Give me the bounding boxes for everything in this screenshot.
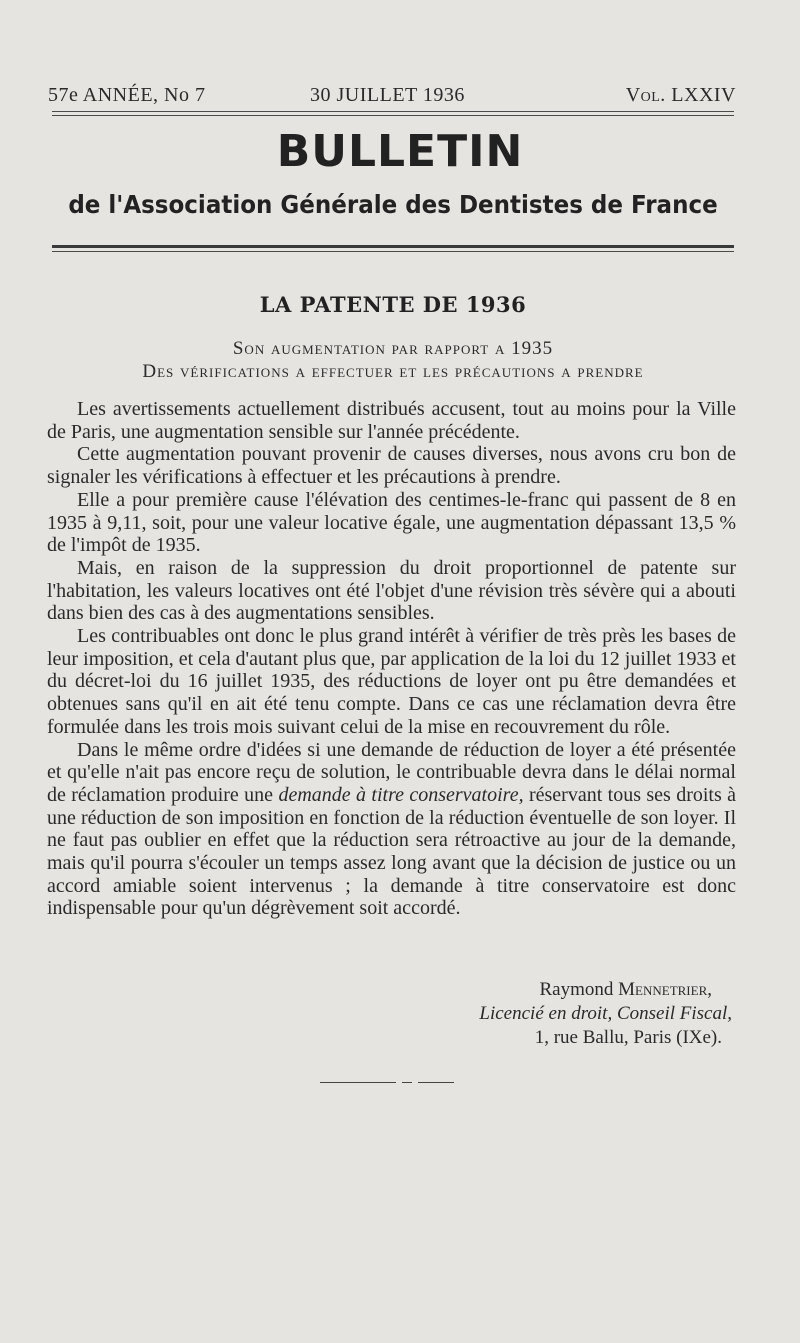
emphasis-text: demande à titre conservatoire, [278,783,524,806]
article-subtitle-1: Son augmentation par rapport a 1935 [232,338,554,359]
paragraph: Les contribuables ont donc le plus grand intérêt à vérifier de très près les bases de leur imposition, et cela d'autant plus que, par application de la loi du 12 juillet 1933 et du décret-loi du 16 juillet 1935, des réductions de loyer ont pu être demandées et obtenues sans qu'il en ait été tenu compte. Dans ce cas une réclamation devra être formulée dans les trois mois suivant celui de la mise en recouvrement du rôle. [47,625,736,738]
end-divider-segment [418,1082,454,1083]
author-name [380,978,732,1002]
paragraph: Cette augmentation pouvant provenir de causes diverses, nous avons cru bon de signaler les vérifications à effectuer et les précautions à prendre. [47,443,736,489]
article-title: LA PATENTE DE 1936 [259,292,527,317]
issue-date: 30 JUILLET 1936 [310,84,465,106]
header-divider [52,111,734,112]
article-body [47,398,736,920]
volume-number: Vol. LXXIV [625,84,736,106]
author-address: 1, rue Ballu, Paris (IXe). [534,1027,722,1048]
issue-header [48,84,736,110]
end-divider [320,1082,454,1084]
author-last-name: Mennetrier, [618,979,712,1000]
author-title: Licencié en droit, Conseil Fiscal, [479,1003,732,1024]
masthead-subtitle: de l'Association Générale des Dentistes de France [68,190,718,219]
paragraph [47,739,736,921]
header-divider-second [52,115,734,116]
article-subtitle-2: Des vérifications a effectuer et les précautions a prendre [142,361,644,382]
paragraph-text: Dans le même ordre d'idées si une demande de réduction de loyer a été présentée et qu'elle n'ait pas encore reçu de solution, le contribuable devra dans le délai normal de réclamation produire une [47,738,736,806]
masthead-title: BULLETIN [276,126,524,177]
author-first-name: Raymond [539,979,614,1000]
masthead-divider-second [52,251,734,252]
paragraph: Les avertissements actuellement distribués accusent, tout au moins pour la Ville de Paris, une augmentation sensible sur l'année précédente. [47,398,736,443]
paragraph: Mais, en raison de la suppression du droit proportionnel de patente sur l'habitation, les valeurs locatives ont été l'objet d'une révision très sévère qui a abouti dans bien des cas à des augmentations sensibles. [47,556,736,625]
author-signature [380,978,732,1050]
end-divider-segment [320,1082,396,1083]
paragraph-text: réservant tous ses droits à une réduction de son imposition en fonction de la réduction éventuelle de son loyer. Il ne faut pas oublier en effet que la réduction sera rétroactive au jour de la demande, mais qu'il pourra s'écouler un temps assez long avant que la décision de justice ou un accord amiable soient intervenus ; la demande à titre conservatoire est donc indispensable pour qu'un dégrèvement soit accordé. [47,783,737,920]
end-divider-segment [402,1082,412,1083]
masthead-divider [52,245,734,248]
paragraph: Elle a pour première cause l'élévation des centimes-le-franc qui passent de 8 en 1935 à 9,11, soit, pour une valeur locative égale, une augmentation dépassant 13,5 % de l'impôt de 1935. [47,488,736,557]
issue-number: 57e ANNÉE, No 7 [48,84,206,106]
